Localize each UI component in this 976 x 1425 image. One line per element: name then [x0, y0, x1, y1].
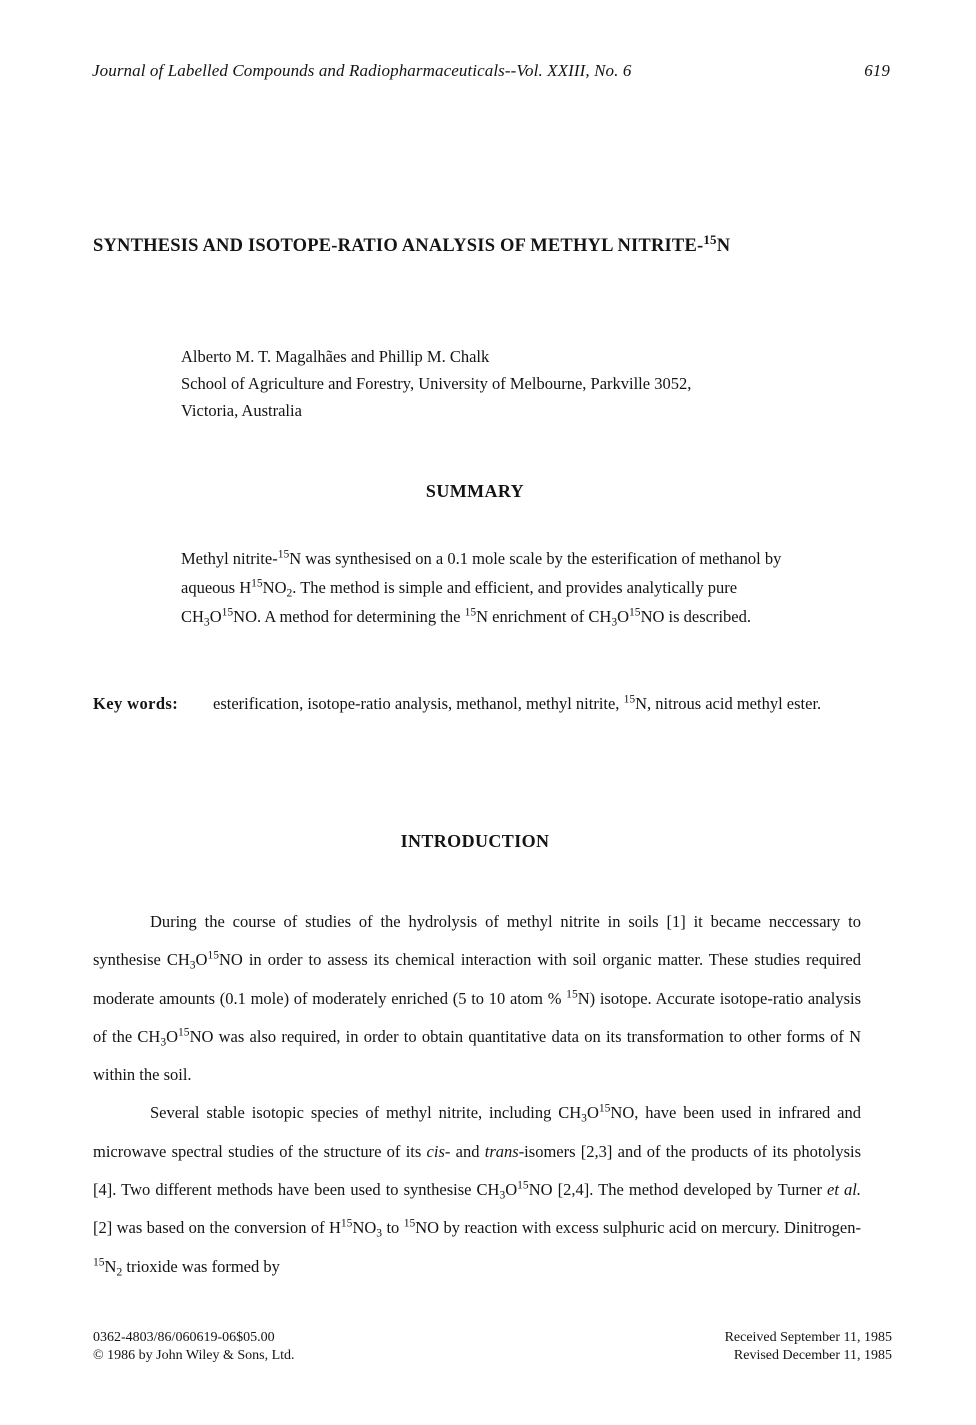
- keywords-text: esterification, isotope-ratio analysis, methanol, methyl nitrite, $^{15}$N, nitrous acid methyl ester.: [213, 693, 822, 713]
- affiliation-line-2: Victoria, Australia: [181, 401, 302, 420]
- journal-name: Journal of Labelled Compounds and Radiopharmaceuticals--Vol. XXIII, No. 6: [92, 61, 632, 80]
- author-names: Alberto M. T. Magalhães and Phillip M. Chalk: [181, 347, 490, 366]
- page-footer: [93, 1329, 892, 1365]
- keywords: [93, 689, 863, 719]
- article-title: SYNTHESIS AND ISOTOPE-RATIO ANALYSIS OF METHYL NITRITE-$^{15}$N: [93, 231, 731, 256]
- author-block: [181, 343, 691, 424]
- revised-date: Revised December 11, 1985: [733, 1348, 892, 1363]
- footer-left: [93, 1329, 295, 1365]
- introduction-body: [93, 903, 861, 1286]
- introduction-heading: INTRODUCTION: [400, 831, 550, 851]
- footer-right: [725, 1329, 892, 1365]
- page-number: 619: [864, 61, 890, 80]
- summary-heading: SUMMARY: [425, 481, 525, 501]
- affiliation-line-1: School of Agriculture and Forestry, University of Melbourne, Parkville 3052,: [181, 374, 692, 393]
- article-code: 0362-4803/86/060619-06$05.00: [93, 1330, 275, 1345]
- copyright-notice: © 1986 by John Wiley & Sons, Ltd.: [93, 1348, 295, 1363]
- summary-text: Methyl nitrite-$^{15}$N was synthesised on a 0.1 mole scale by the esterification of methanol by aqueous $H^{15}NO_2$. The method is simple and efficient, and provides analytically pure $CH_3O^{15}NO$. A method for determining the $^{15}$N enrichment of $CH_3O^{15}NO$ is described.: [181, 548, 782, 629]
- introduction-paragraph-2: Several stable isotopic species of methyl nitrite, including $CH_3O^{15}NO$, have been used in infrared and microwave spectral studies of the structure of its cis- and trans-isomers [2,3] and of the products of its photolysis [4]. Two different methods have been used to synthesise $CH_3O^{15}NO$ [2,4]. The method developed by Turner et al. [2] was based on the conversion of $H^{15}NO_3$ to $^{15}$NO by reaction with excess sulphuric acid on mercury. Dinitrogen-$^{15}N_2$ trioxide was formed by: [93, 1103, 861, 1279]
- running-head: [92, 61, 890, 81]
- keywords-label: Key words:: [93, 694, 179, 713]
- received-date: Received September 11, 1985: [724, 1330, 892, 1345]
- introduction-paragraph-1: During the course of studies of the hydrolysis of methyl nitrite in soils [1] it became neccessary to synthesise $CH_3O^{15}NO$ in order to assess its chemical interaction with soil organic matter. These studies required moderate amounts (0.1 mole) of moderately enriched (5 to 10 atom % $^{15}$N) isotope. Accurate isotope-ratio analysis of the $CH_3O^{15}NO$ was also required, in order to obtain quantitative data on its transformation to other forms of N within the soil.: [93, 912, 862, 1085]
